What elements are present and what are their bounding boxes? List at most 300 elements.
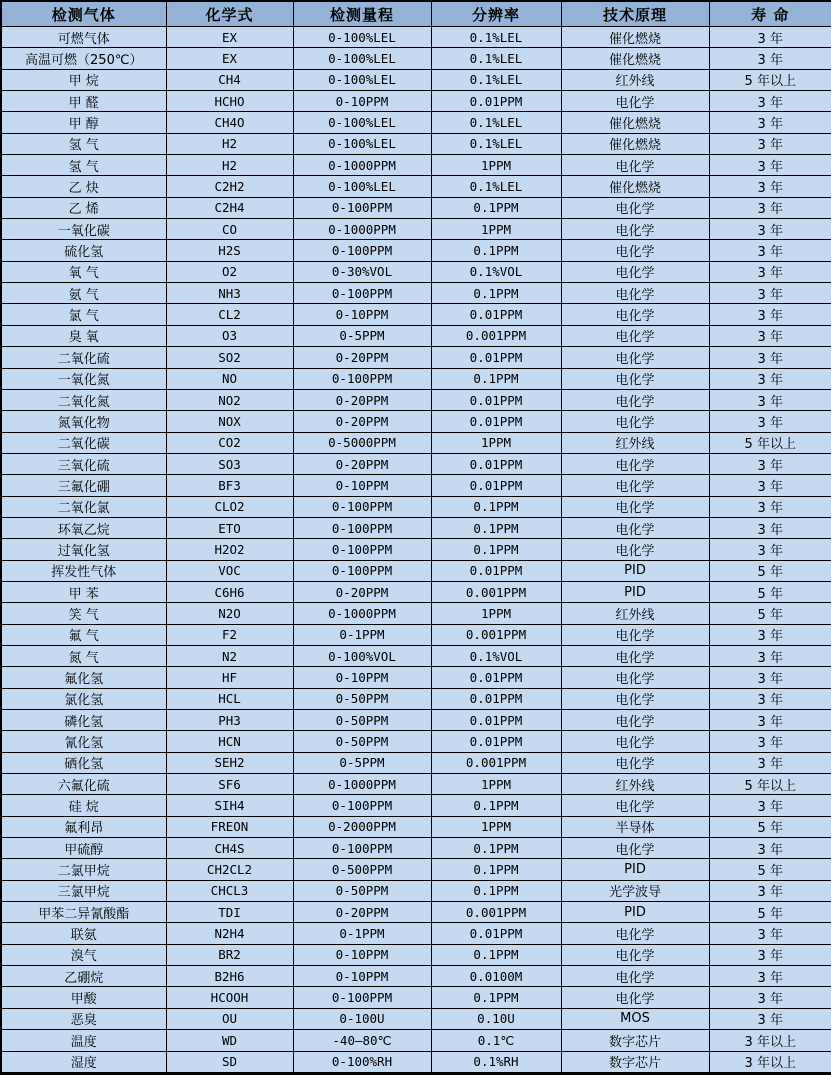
cell-range: 0-10PPM [293,966,431,987]
cell-range: 0-100PPM [293,795,431,816]
cell-range: 0-100%LEL [293,133,431,154]
cell-gas: 甲 苯 [1,581,166,602]
cell-range: 0-100PPM [293,987,431,1008]
cell-resolution: 0.01PPM [431,453,561,474]
cell-gas: 氨 气 [1,283,166,304]
table-row [1,368,831,389]
cell-resolution: 0.1%VOL [431,261,561,282]
cell-principle: PID [561,560,709,581]
cell-formula: CO2 [166,432,293,453]
table-row [1,859,831,880]
cell-gas: 氢 气 [1,155,166,176]
cell-formula: H2 [166,155,293,176]
cell-resolution: 0.1PPM [431,283,561,304]
cell-range: 0-100%LEL [293,27,431,48]
table-row [1,923,831,944]
table-row [1,667,831,688]
cell-range: 0-10PPM [293,91,431,112]
table-row [1,27,831,48]
cell-formula: CH2CL2 [166,859,293,880]
cell-gas: 乙 烯 [1,197,166,218]
table-row [1,112,831,133]
cell-formula: H2 [166,133,293,154]
cell-principle: 电化学 [561,197,709,218]
cell-range: 0-1000PPM [293,219,431,240]
col-header-principle: 技术原理 [561,1,709,27]
cell-principle: PID [561,859,709,880]
cell-gas: 联氨 [1,923,166,944]
cell-principle: 电化学 [561,283,709,304]
cell-gas: 高温可燃（250℃） [1,48,166,69]
table-body [1,27,831,1074]
cell-principle: 电化学 [561,475,709,496]
cell-range: 0-100%LEL [293,112,431,133]
cell-resolution: 0.0100M [431,966,561,987]
cell-principle: 半导体 [561,816,709,837]
cell-range: 0-100PPM [293,539,431,560]
table-row [1,1051,831,1074]
cell-lifespan: 3 年 [709,624,831,645]
cell-principle: 红外线 [561,603,709,624]
cell-range: 0-100PPM [293,368,431,389]
cell-formula: CH4 [166,69,293,90]
col-header-resolution: 分辨率 [431,1,561,27]
cell-lifespan: 3 年 [709,645,831,666]
cell-formula: F2 [166,624,293,645]
cell-lifespan: 3 年 [709,688,831,709]
table-row [1,581,831,602]
cell-principle: 电化学 [561,261,709,282]
cell-range: 0-100%VOL [293,645,431,666]
cell-principle: 电化学 [561,304,709,325]
cell-gas: 乙硼烷 [1,966,166,987]
cell-resolution: 1PPM [431,603,561,624]
cell-formula: TDI [166,902,293,923]
table-row [1,731,831,752]
cell-lifespan: 3 年 [709,176,831,197]
table-row [1,688,831,709]
cell-formula: CH4S [166,838,293,859]
cell-principle: 电化学 [561,987,709,1008]
cell-lifespan: 3 年 [709,197,831,218]
cell-formula: SEH2 [166,752,293,773]
cell-formula: C6H6 [166,581,293,602]
table-row [1,432,831,453]
cell-range: 0-10PPM [293,475,431,496]
cell-principle: 电化学 [561,91,709,112]
cell-gas: 温度 [1,1030,166,1051]
cell-formula: PH3 [166,710,293,731]
table-row [1,197,831,218]
table-row [1,304,831,325]
table-row [1,155,831,176]
cell-gas: 氟化氢 [1,667,166,688]
cell-formula: NOX [166,411,293,432]
cell-lifespan: 3 年以上 [709,1030,831,1051]
cell-principle: 电化学 [561,667,709,688]
cell-gas: 三氧化硫 [1,453,166,474]
cell-resolution: 0.1PPM [431,368,561,389]
table-row [1,475,831,496]
cell-principle: 电化学 [561,710,709,731]
table-row [1,240,831,261]
cell-range: 0-100PPM [293,283,431,304]
cell-lifespan: 3 年 [709,987,831,1008]
cell-lifespan: 3 年 [709,304,831,325]
cell-range: 0-100PPM [293,838,431,859]
cell-range: 0-1PPM [293,624,431,645]
cell-gas: 氮 气 [1,645,166,666]
cell-lifespan: 3 年 [709,1008,831,1029]
cell-gas: 磷化氢 [1,710,166,731]
cell-gas: 甲硫醇 [1,838,166,859]
table-header [1,1,831,27]
cell-principle: MOS [561,1008,709,1029]
cell-resolution: 0.01PPM [431,667,561,688]
cell-lifespan: 5 年以上 [709,774,831,795]
cell-range: 0-2000PPM [293,816,431,837]
cell-principle: 催化燃烧 [561,176,709,197]
cell-resolution: 0.1%LEL [431,112,561,133]
cell-principle: 电化学 [561,923,709,944]
cell-resolution: 0.1℃ [431,1030,561,1051]
cell-formula: O3 [166,325,293,346]
cell-lifespan: 3 年 [709,112,831,133]
cell-lifespan: 3 年 [709,27,831,48]
cell-principle: 红外线 [561,432,709,453]
cell-lifespan: 5 年以上 [709,432,831,453]
cell-gas: 过氧化氢 [1,539,166,560]
cell-resolution: 0.10U [431,1008,561,1029]
cell-principle: 电化学 [561,624,709,645]
cell-gas: 六氟化硫 [1,774,166,795]
cell-range: 0-100PPM [293,197,431,218]
cell-lifespan: 3 年 [709,389,831,410]
cell-gas: 氮氧化物 [1,411,166,432]
table-row [1,645,831,666]
cell-resolution: 0.01PPM [431,91,561,112]
cell-principle: 电化学 [561,411,709,432]
cell-lifespan: 3 年 [709,240,831,261]
cell-lifespan: 5 年 [709,603,831,624]
cell-range: 0-100%LEL [293,69,431,90]
cell-lifespan: 5 年 [709,560,831,581]
table-row [1,902,831,923]
cell-formula: EX [166,27,293,48]
cell-lifespan: 5 年 [709,902,831,923]
cell-lifespan: 3 年 [709,838,831,859]
table-row [1,219,831,240]
cell-formula: N2H4 [166,923,293,944]
cell-resolution: 0.001PPM [431,752,561,773]
cell-lifespan: 3 年 [709,923,831,944]
cell-principle: 红外线 [561,69,709,90]
cell-lifespan: 5 年 [709,816,831,837]
cell-range: 0-10PPM [293,304,431,325]
cell-resolution: 0.1PPM [431,944,561,965]
table-row [1,1030,831,1051]
cell-principle: 催化燃烧 [561,27,709,48]
cell-range: 0-5000PPM [293,432,431,453]
cell-principle: 电化学 [561,966,709,987]
cell-gas: 二氧化硫 [1,347,166,368]
cell-gas: 笑 气 [1,603,166,624]
cell-formula: CO [166,219,293,240]
cell-gas: 二氯甲烷 [1,859,166,880]
cell-gas: 二氧化碳 [1,432,166,453]
cell-lifespan: 3 年 [709,944,831,965]
table-row [1,795,831,816]
cell-formula: C2H2 [166,176,293,197]
col-header-gas: 检测气体 [1,1,166,27]
table-row [1,752,831,773]
table-row [1,987,831,1008]
cell-resolution: 1PPM [431,155,561,176]
cell-principle: PID [561,581,709,602]
cell-range: 0-20PPM [293,347,431,368]
cell-formula: HF [166,667,293,688]
col-header-formula: 化学式 [166,1,293,27]
cell-formula: VOC [166,560,293,581]
cell-formula: H2S [166,240,293,261]
cell-principle: 电化学 [561,539,709,560]
table-row [1,69,831,90]
cell-formula: SIH4 [166,795,293,816]
cell-range: 0-100%LEL [293,48,431,69]
cell-formula: B2H6 [166,966,293,987]
cell-principle: 电化学 [561,496,709,517]
cell-principle: 电化学 [561,389,709,410]
cell-principle: 电化学 [561,347,709,368]
cell-lifespan: 3 年 [709,752,831,773]
cell-formula: FREON [166,816,293,837]
cell-gas: 甲苯二异氰酸酯 [1,902,166,923]
cell-gas: 甲 烷 [1,69,166,90]
cell-resolution: 0.001PPM [431,325,561,346]
cell-resolution: 1PPM [431,816,561,837]
cell-range: 0-5PPM [293,325,431,346]
cell-range: 0-10PPM [293,667,431,688]
cell-range: -40—80℃ [293,1030,431,1051]
cell-gas: 乙 炔 [1,176,166,197]
cell-resolution: 0.1%LEL [431,27,561,48]
cell-lifespan: 3 年 [709,710,831,731]
cell-lifespan: 3 年 [709,48,831,69]
cell-formula: EX [166,48,293,69]
cell-formula: NH3 [166,283,293,304]
cell-principle: 电化学 [561,155,709,176]
cell-lifespan: 3 年 [709,539,831,560]
header-row [1,1,831,27]
cell-formula: NO2 [166,389,293,410]
cell-range: 0-20PPM [293,411,431,432]
cell-resolution: 0.1PPM [431,539,561,560]
cell-range: 0-1000PPM [293,774,431,795]
cell-lifespan: 3 年 [709,411,831,432]
cell-gas: 挥发性气体 [1,560,166,581]
cell-principle: 电化学 [561,645,709,666]
table-row [1,48,831,69]
cell-range: 0-100%LEL [293,176,431,197]
cell-principle: 电化学 [561,517,709,538]
cell-range: 0-20PPM [293,453,431,474]
cell-lifespan: 3 年 [709,475,831,496]
cell-resolution: 0.1PPM [431,517,561,538]
table-row [1,880,831,901]
cell-lifespan: 3 年 [709,880,831,901]
cell-principle: 红外线 [561,774,709,795]
cell-lifespan: 3 年 [709,325,831,346]
cell-formula: SD [166,1051,293,1074]
cell-lifespan: 3 年 [709,155,831,176]
cell-resolution: 0.1%LEL [431,48,561,69]
cell-range: 0-50PPM [293,880,431,901]
cell-gas: 氯化氢 [1,688,166,709]
cell-range: 0-30%VOL [293,261,431,282]
cell-range: 0-1PPM [293,923,431,944]
cell-resolution: 0.01PPM [431,475,561,496]
cell-gas: 氟利昂 [1,816,166,837]
cell-resolution: 0.1%VOL [431,645,561,666]
cell-gas: 硅 烷 [1,795,166,816]
cell-lifespan: 3 年 [709,261,831,282]
table-row [1,710,831,731]
table-row [1,325,831,346]
cell-resolution: 0.001PPM [431,581,561,602]
table-row [1,389,831,410]
cell-formula: CL2 [166,304,293,325]
cell-gas: 甲 醇 [1,112,166,133]
cell-principle: 电化学 [561,219,709,240]
table-row [1,838,831,859]
cell-lifespan: 3 年 [709,453,831,474]
cell-resolution: 0.1%LEL [431,133,561,154]
table-row [1,816,831,837]
cell-formula: NO [166,368,293,389]
cell-formula: HCL [166,688,293,709]
cell-resolution: 0.01PPM [431,688,561,709]
cell-range: 0-50PPM [293,688,431,709]
cell-gas: 一氧化氮 [1,368,166,389]
cell-range: 0-100PPM [293,560,431,581]
cell-resolution: 0.01PPM [431,389,561,410]
cell-resolution: 0.1PPM [431,859,561,880]
cell-principle: 催化燃烧 [561,133,709,154]
cell-principle: 电化学 [561,944,709,965]
cell-principle: 数字芯片 [561,1051,709,1074]
cell-range: 0-50PPM [293,731,431,752]
cell-principle: PID [561,902,709,923]
cell-resolution: 0.1%LEL [431,176,561,197]
cell-gas: 氟 气 [1,624,166,645]
cell-range: 0-50PPM [293,710,431,731]
cell-formula: HCHO [166,91,293,112]
cell-formula: OU [166,1008,293,1029]
cell-lifespan: 3 年 [709,368,831,389]
table-row [1,774,831,795]
cell-gas: 可燃气体 [1,27,166,48]
cell-principle: 电化学 [561,795,709,816]
cell-formula: HCOOH [166,987,293,1008]
cell-resolution: 0.1PPM [431,987,561,1008]
cell-resolution: 1PPM [431,219,561,240]
cell-gas: 三氯甲烷 [1,880,166,901]
table-row [1,453,831,474]
cell-principle: 催化燃烧 [561,112,709,133]
table-row [1,944,831,965]
cell-resolution: 0.1PPM [431,240,561,261]
cell-principle: 电化学 [561,368,709,389]
cell-resolution: 0.01PPM [431,347,561,368]
cell-resolution: 0.01PPM [431,923,561,944]
cell-resolution: 0.001PPM [431,902,561,923]
cell-formula: CH4O [166,112,293,133]
cell-lifespan: 3 年 [709,347,831,368]
cell-range: 0-100PPM [293,496,431,517]
cell-principle: 电化学 [561,453,709,474]
cell-range: 0-100PPM [293,240,431,261]
cell-resolution: 0.1PPM [431,880,561,901]
cell-lifespan: 3 年以上 [709,1051,831,1074]
col-header-lifespan: 寿 命 [709,1,831,27]
cell-gas: 一氧化碳 [1,219,166,240]
cell-gas: 硒化氢 [1,752,166,773]
cell-gas: 臭 氧 [1,325,166,346]
cell-gas: 硫化氢 [1,240,166,261]
cell-principle: 电化学 [561,752,709,773]
table-row [1,283,831,304]
table-row [1,539,831,560]
cell-range: 0-20PPM [293,581,431,602]
cell-range: 0-1000PPM [293,155,431,176]
cell-gas: 氰化氢 [1,731,166,752]
cell-range: 0-100U [293,1008,431,1029]
cell-lifespan: 3 年 [709,91,831,112]
cell-principle: 催化燃烧 [561,48,709,69]
col-header-range: 检测量程 [293,1,431,27]
cell-gas: 甲 醛 [1,91,166,112]
cell-gas: 湿度 [1,1051,166,1074]
cell-resolution: 1PPM [431,432,561,453]
cell-gas: 氯 气 [1,304,166,325]
cell-resolution: 0.1PPM [431,838,561,859]
cell-range: 0-100%RH [293,1051,431,1074]
cell-principle: 光学波导 [561,880,709,901]
table-row [1,603,831,624]
cell-formula: SO3 [166,453,293,474]
cell-formula: WD [166,1030,293,1051]
table-row [1,1008,831,1029]
cell-formula: BR2 [166,944,293,965]
cell-range: 0-500PPM [293,859,431,880]
cell-lifespan: 3 年 [709,667,831,688]
table-row [1,411,831,432]
table-row [1,560,831,581]
cell-resolution: 0.1%RH [431,1051,561,1074]
cell-principle: 数字芯片 [561,1030,709,1051]
cell-resolution: 1PPM [431,774,561,795]
cell-principle: 电化学 [561,838,709,859]
cell-resolution: 0.1%LEL [431,69,561,90]
cell-formula: N2O [166,603,293,624]
cell-range: 0-20PPM [293,902,431,923]
cell-resolution: 0.01PPM [431,560,561,581]
table-row [1,517,831,538]
cell-formula: C2H4 [166,197,293,218]
cell-lifespan: 3 年 [709,795,831,816]
cell-range: 0-100PPM [293,517,431,538]
table-row [1,133,831,154]
